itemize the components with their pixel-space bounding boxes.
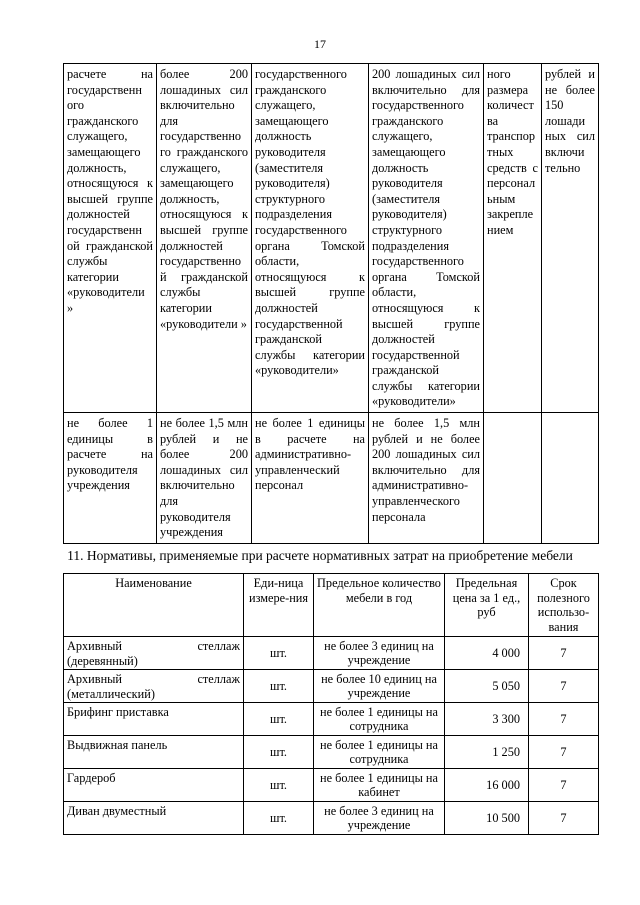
- column-header-price: Предельная цена за 1 ед., руб: [445, 574, 529, 637]
- item-name: Выдвижная панель: [64, 736, 244, 769]
- item-name: Гардероб: [64, 769, 244, 802]
- item-quantity: не более 3 единиц на учреждение: [314, 637, 445, 670]
- item-term: 7: [529, 703, 599, 736]
- item-unit: шт.: [244, 637, 314, 670]
- column-header-name: Наименование: [64, 574, 244, 637]
- page-number: 17: [314, 37, 326, 51]
- table-cell: не более 1 единицы в расчете на руководителя учреждения: [64, 413, 157, 544]
- item-price: 3 300: [445, 703, 529, 736]
- table-row: [64, 703, 599, 736]
- item-name: Диван двуместный: [64, 802, 244, 835]
- item-quantity: не более 1 единицы на кабинет: [314, 769, 445, 802]
- item-price: 4 000: [445, 637, 529, 670]
- item-price: 5 050: [445, 670, 529, 703]
- item-quantity: не более 3 единиц на учреждение: [314, 802, 445, 835]
- table-cell: ного размера количест ва транспор тных средств с персонал ьным закрепле нием: [484, 64, 542, 413]
- item-name: Брифинг приставка: [64, 703, 244, 736]
- item-unit: шт.: [244, 802, 314, 835]
- item-price: 10 500: [445, 802, 529, 835]
- item-price: 1 250: [445, 736, 529, 769]
- item-quantity: не более 1 единицы на сотрудника: [314, 736, 445, 769]
- table-row: [64, 64, 599, 413]
- item-quantity: не более 1 единицы на сотрудника: [314, 703, 445, 736]
- column-header-unit: Еди-ница измере-ния: [244, 574, 314, 637]
- table-cell: более 200 лошадиных сил включительно для государственно го гражданского служащего, замещающего должность, относящуюся к высшей группе должностей государственно й гражданской службы категории «руководители »: [157, 64, 252, 413]
- table-row: [64, 802, 599, 835]
- table-row: [64, 769, 599, 802]
- item-term: 7: [529, 802, 599, 835]
- table-row: [64, 670, 599, 703]
- table-cell: расчете на государственн ого гражданского служащего, замещающего должность, относящуюся к высшей группе должностей государственн ой гражданской службы категории «руководители »: [64, 64, 157, 413]
- item-name: Архивный стеллаж (металлический): [64, 670, 244, 703]
- table-cell: не более 1 единицы в расчете на административно-управленческий персонал: [252, 413, 369, 544]
- item-term: 7: [529, 637, 599, 670]
- table-row: [64, 413, 599, 544]
- column-header-term: Срок полезного использо-вания: [529, 574, 599, 637]
- table-row: [64, 637, 599, 670]
- table-cell: государственного гражданского служащего, замещающего должность руководителя (заместителя руководителя) структурного подразделения государственного органа Томской области, относящуюся к высшей группе должностей государственной гражданской службы категории «руководители»: [252, 64, 369, 413]
- table-row: [64, 736, 599, 769]
- item-unit: шт.: [244, 736, 314, 769]
- table-cell: [484, 413, 542, 544]
- table-cell: не более 1,5 млн рублей и не более 200 лошадиных сил включительно для административно-управленческого персонала: [369, 413, 484, 544]
- table-cell: рублей и не более 150 лошади ных сил включи тельно: [542, 64, 599, 413]
- table-header-row: [64, 574, 599, 637]
- item-unit: шт.: [244, 703, 314, 736]
- section-heading: 11. Нормативы, применяемые при расчете нормативных затрат на приобретение мебели: [67, 548, 573, 563]
- item-term: 7: [529, 736, 599, 769]
- furniture-norms-table: [63, 573, 599, 835]
- item-quantity: не более 10 единиц на учреждение: [314, 670, 445, 703]
- column-header-quantity: Предельное количество мебели в год: [314, 574, 445, 637]
- item-term: 7: [529, 769, 599, 802]
- vehicle-norms-table-continued: [63, 63, 599, 544]
- item-name: Архивный стеллаж (деревянный): [64, 637, 244, 670]
- item-price: 16 000: [445, 769, 529, 802]
- table-cell: не более 1,5 млн рублей и не более 200 лошадиных сил включительно для руководителя учреждения: [157, 413, 252, 544]
- item-unit: шт.: [244, 670, 314, 703]
- table-cell: 200 лошадиных сил включительно для государственного гражданского служащего, замещающего должность руководителя (заместителя руководителя) структурного подразделения государственного органа Томской области, относящуюся к высшей группе должностей государственной гражданской службы категории «руководители»: [369, 64, 484, 413]
- table-cell: [542, 413, 599, 544]
- item-unit: шт.: [244, 769, 314, 802]
- item-term: 7: [529, 670, 599, 703]
